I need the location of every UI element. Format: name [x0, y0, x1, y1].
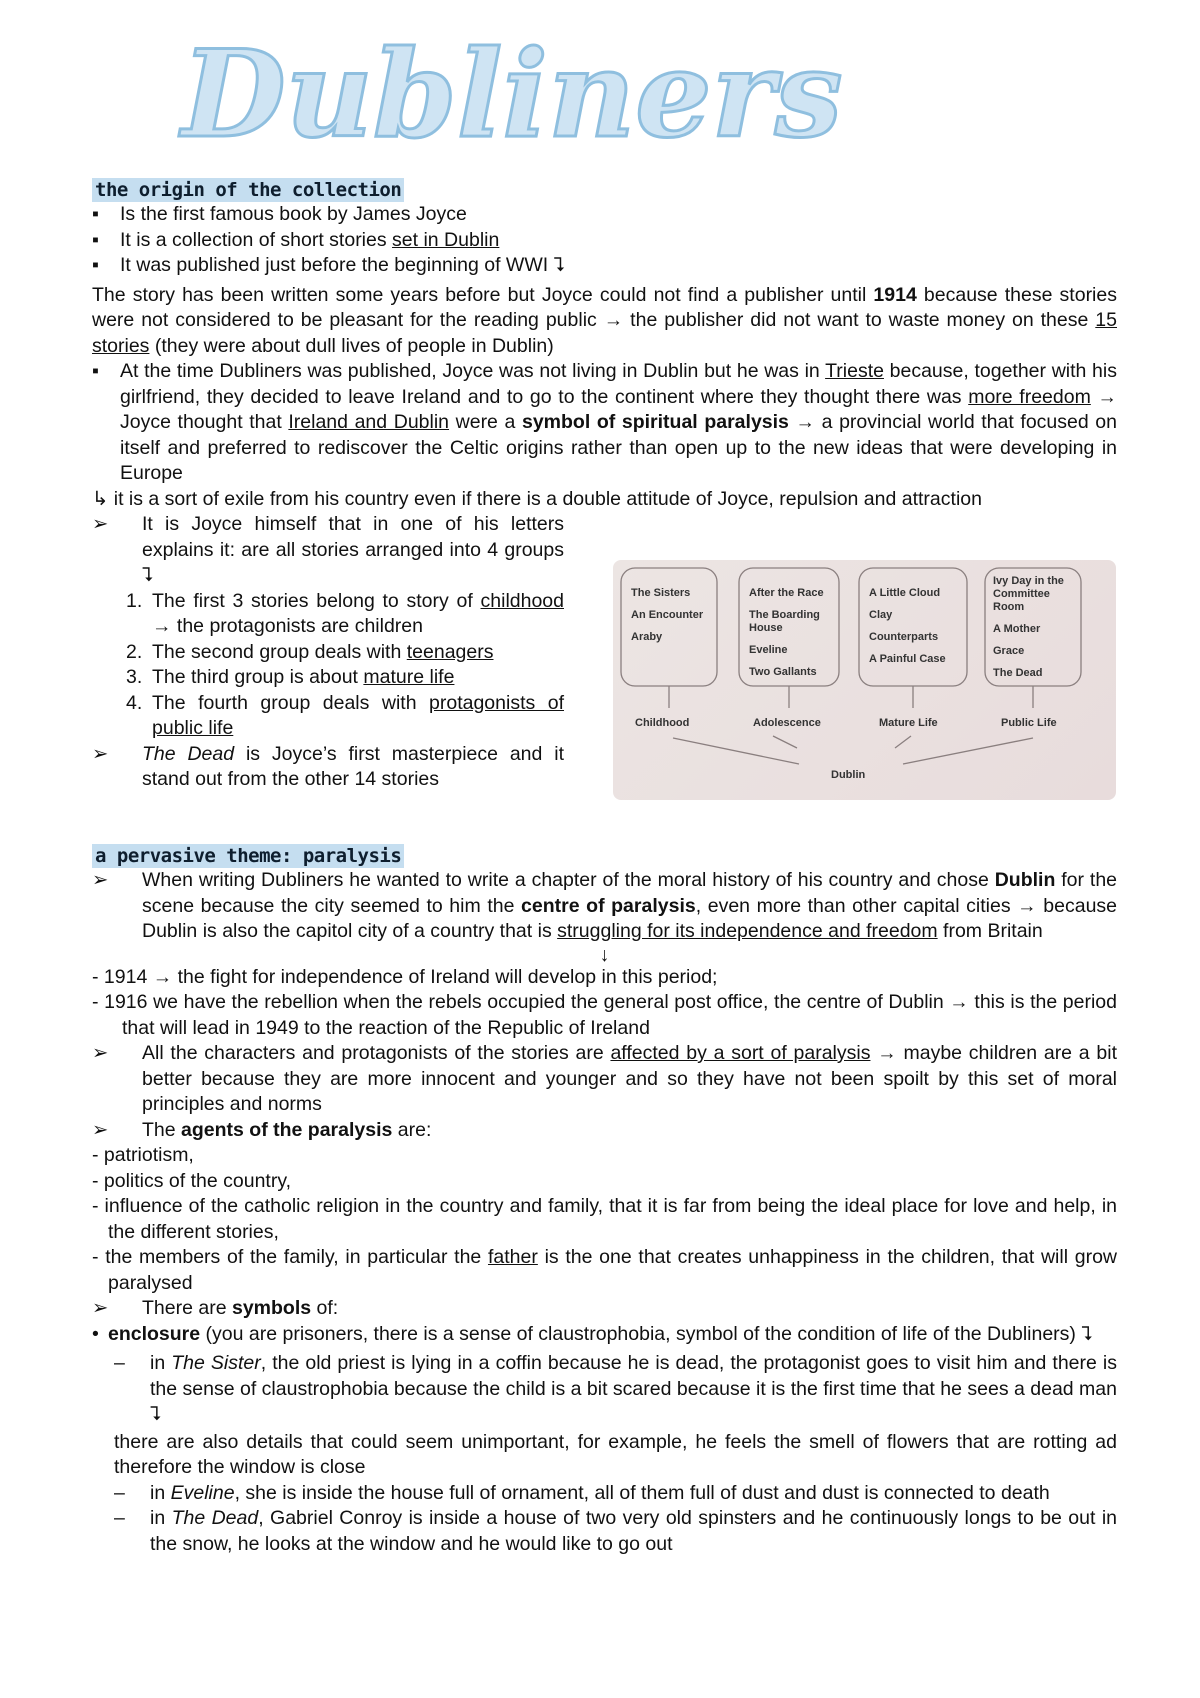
diagram-story: The Dead [993, 667, 1043, 679]
group-item: 2. The second group deals with teenagers [126, 640, 494, 663]
arrow-item: ➢ All the characters and protagonists of the stories are affected by a sort of paralysis → maybe children are a bit better because they are more innocent and younger and so they have not been spoilt by this set of moral principles and norms [92, 1042, 1117, 1115]
diagram-svg [613, 560, 1116, 800]
paragraph-publisher: The story has been written some years before but Joyce could not find a publisher until 1914 because these stories were not considered to be pleasant for the reading public → the publisher did not want to waste money on these 15 stories (they were about dull lives of people in Dublin) [92, 283, 1117, 357]
arrow-item: ➢ When writing Dubliners he wanted to write a chapter of the moral history of his country and chose Dublin for the scene because the city seemed to him the centre of paralysis, even more than other capital cities → because Dublin is also the capitol city of a country that is struggling for its independence and freedom from Britain [92, 869, 1118, 942]
paragraph-exile: ↳ it is a sort of exile from his country even if there is a double attitude of Joyce, repulsion and attraction [92, 487, 982, 510]
dash-item: - 1916 we have the rebellion when the rebels occupied the general post office, the centre of Dublin → this is the period that will lead in 1949 to the reaction of the Republic of Ireland [92, 991, 1117, 1039]
diagram-story: After the Race [749, 587, 824, 599]
arrow-item: ➢ It is Joyce himself that in one of his letters explains it: are all stories arranged into 4 groups ⮧ [92, 513, 564, 586]
story-groups-diagram [613, 560, 1116, 800]
example-note: there are also details that could seem unimportant, for example, he feels the smell of flowers that are rotting ad therefore the window is close [114, 1430, 1117, 1478]
diagram-group-label: Public Life [1001, 717, 1057, 729]
diagram-story: Ivy Day in the [993, 575, 1064, 587]
diagram-story: A Painful Case [869, 653, 946, 665]
diagram-story: The Boarding [749, 609, 820, 621]
symbol-item: • enclosure (you are prisoners, there is a sense of claustrophobia, symbol of the condition of life of the Dubliners) ⮧ [92, 1322, 1093, 1345]
bullet-item: ▪ At the time Dubliners was published, Joyce was not living in Dublin but he was in Trieste because, together with his girlfriend, they decided to leave Ireland and to go to the continent where they thought there was more freedom → Joyce thought that Ireland and Dublin were a symbol of spiritual paralysis → a provincial world that focused on itself and preferred to rediscover the Celtic origins rather than open up to the new ideas that were developing in Europe [92, 360, 1118, 484]
diagram-story: Committee [993, 588, 1050, 600]
title-text: Dubliners [181, 24, 843, 165]
diagram-story: An Encounter [631, 609, 704, 621]
bullet-item: ▪ It was published just before the beginning of WWI ⮧ [92, 254, 566, 276]
diagram-story: Two Gallants [749, 666, 817, 678]
section-heading-paralysis: a pervasive theme: paralysis [92, 844, 404, 868]
agent-item: - influence of the catholic religion in the country and family, that it is far from being the ideal place for love and help, in the different stories, [92, 1195, 1117, 1243]
down-arrow: ↓ [599, 943, 610, 966]
diagram-story: Room [993, 601, 1025, 613]
agent-item: - patriotism, [92, 1144, 194, 1166]
diagram-story: A Mother [993, 623, 1041, 635]
example-item: – in The Dead, Gabriel Conroy is inside a house of two very old spinsters and he continuously longs to be out in the snow, he looks at the window and he would like to go out [114, 1507, 1117, 1555]
title-script [0, 18, 1025, 168]
diagram-story: A Little Cloud [869, 587, 941, 599]
dash-item: - 1914 → the fight for independence of Ireland will develop in this period; [92, 965, 718, 988]
agent-item: - the members of the family, in particular the father is the one that creates unhappiness in the children, that will grow paralysed [92, 1246, 1117, 1294]
diagram-story: Araby [631, 631, 663, 643]
diagram-story: Counterparts [869, 631, 939, 643]
group-item: 4. The fourth group deals with protagonists of public life [126, 691, 564, 739]
diagram-group-label: Mature Life [879, 717, 938, 729]
bullet-item: ▪ Is the first famous book by James Joyce [92, 203, 467, 225]
diagram-story: Clay [869, 609, 893, 621]
arrow-item: ➢ The Dead is Joyce’s first masterpiece and it stand out from the other 14 stories [92, 742, 564, 790]
agent-item: - politics of the country, [92, 1169, 292, 1192]
bullet-item: ▪ It is a collection of short stories set in Dublin [92, 228, 500, 251]
group-item: 1. The first 3 stories belong to story of childhood → the protagonists are children [126, 589, 564, 637]
diagram-story: House [749, 622, 783, 634]
example-item: – in The Sister, the old priest is lying in a coffin because he is dead, the protagonist goes to visit him and there is the sense of claustrophobia because the child is a bit scared because it is the first time that he sees a dead man ⮧ [114, 1352, 1117, 1425]
document-title [0, 18, 1025, 168]
arrow-item: ➢ The agents of the paralysis are: [92, 1118, 432, 1141]
example-item: – in Eveline, she is inside the house full of ornament, all of them full of dust and dust is connected to death [114, 1481, 1050, 1504]
section-heading-origin: the origin of the collection [92, 178, 404, 202]
diagram-group-label: Adolescence [753, 717, 821, 729]
arrow-item: ➢ There are symbols of: [92, 1297, 339, 1319]
diagram-story: The Sisters [631, 587, 691, 599]
diagram-root-label: Dublin [831, 769, 866, 781]
group-item: 3. The third group is about mature life [126, 666, 455, 688]
diagram-story: Eveline [749, 644, 788, 656]
diagram-story: Grace [993, 645, 1025, 657]
diagram-group-label: Childhood [635, 717, 690, 729]
